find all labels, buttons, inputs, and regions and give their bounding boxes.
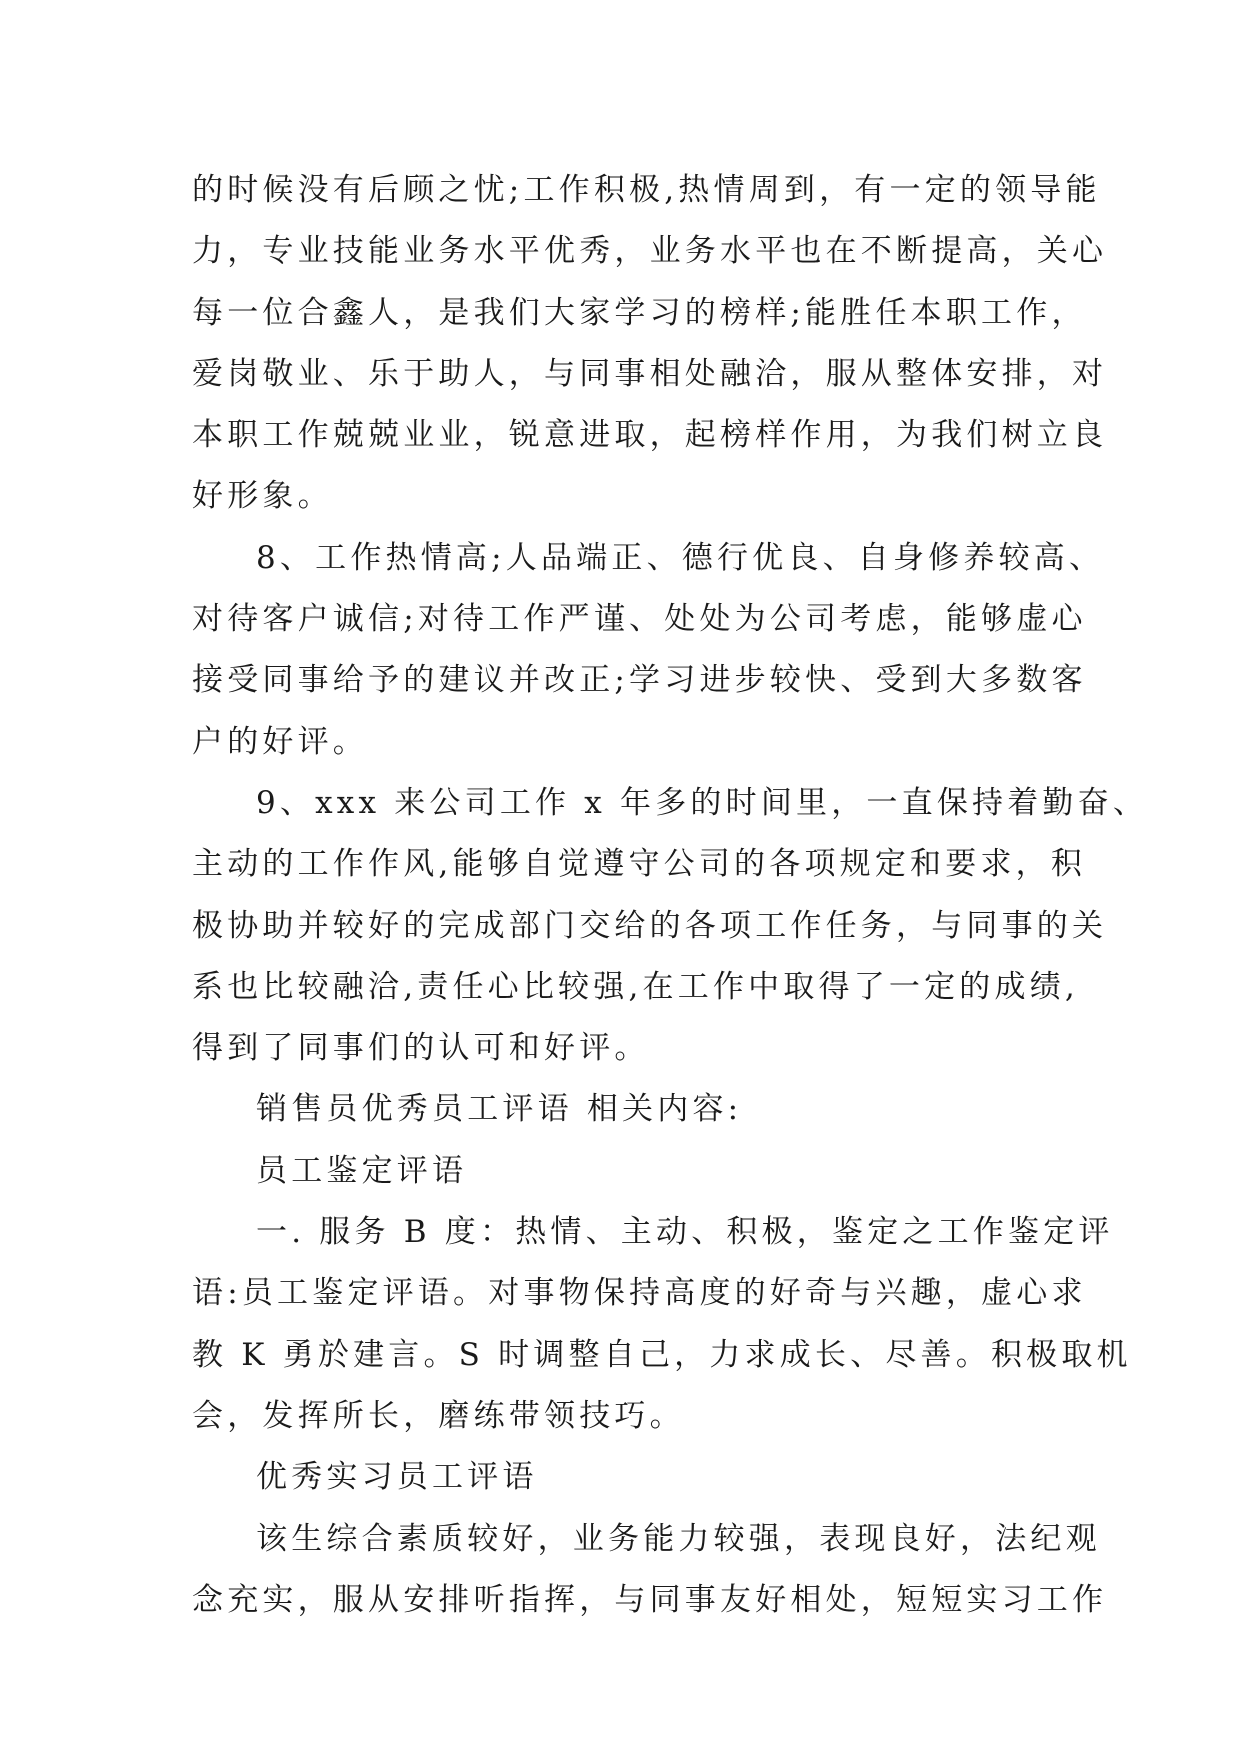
text-line: 主动的工作作风,能够自觉遵守公司的各项规定和要求，积 [192, 846, 1087, 883]
document-page [192, 160, 1149, 1631]
text-line: 会，发挥所长，磨练带领技巧。 [192, 1397, 685, 1434]
text-line: 接受同事给予的建议并改正;学习进步较快、受到大多数客 [192, 662, 1087, 699]
section-heading: 优秀实习员工评语 [256, 1459, 538, 1496]
text-line: 教 K 勇於建言。S 时调整自己，力求成长、尽善。积极取机 [192, 1336, 1132, 1373]
text-line: 力，专业技能业务水平优秀，业务水平也在不断提高，关心 [192, 233, 1108, 270]
text-line: 极协助并较好的完成部门交给的各项工作任务，与同事的关 [192, 907, 1108, 944]
text-line: 该生综合素质较好，业务能力较强，表现良好，法纪观 [256, 1520, 1101, 1557]
text-line: 好形象。 [192, 478, 333, 515]
text-line: 9、xxx 来公司工作 x 年多的时间里，一直保持着勤奋、 [256, 784, 1149, 821]
text-line: 本职工作兢兢业业，锐意进取，起榜样作用，为我们树立良 [192, 417, 1108, 454]
text-line: 爱岗敬业、乐于助人，与同事相处融洽，服从整体安排，对 [192, 355, 1108, 392]
text-line: 每一位合鑫人，是我们大家学习的榜样;能胜任本职工作， [192, 294, 1087, 331]
text-line: 语:员工鉴定评语。对事物保持高度的好奇与兴趣，虚心求 [192, 1275, 1087, 1312]
section-heading: 销售员优秀员工评语 相关内容: [256, 1091, 743, 1128]
text-line: 得到了同事们的认可和好评。 [192, 1030, 650, 1067]
text-line: 念充实，服从安排听指挥，与同事友好相处，短短实习工作 [192, 1581, 1108, 1618]
text-line: 对待客户诚信;对待工作严谨、处处为公司考虑，能够虚心 [192, 601, 1087, 638]
section-heading: 员工鉴定评语 [256, 1152, 468, 1189]
text-line: 系也比较融洽,责任心比较强,在工作中取得了一定的成绩, [192, 968, 1079, 1005]
text-line: 8、工作热情高;人品端正、德行优良、自身修养较高、 [256, 539, 1105, 576]
text-line: 的时候没有后顾之忧;工作积极,热情周到，有一定的领导能 [192, 172, 1101, 208]
text-line: 户的好评。 [192, 723, 368, 760]
text-line: 一. 服务 B 度：热情、主动、积极，鉴定之工作鉴定评 [256, 1214, 1114, 1251]
